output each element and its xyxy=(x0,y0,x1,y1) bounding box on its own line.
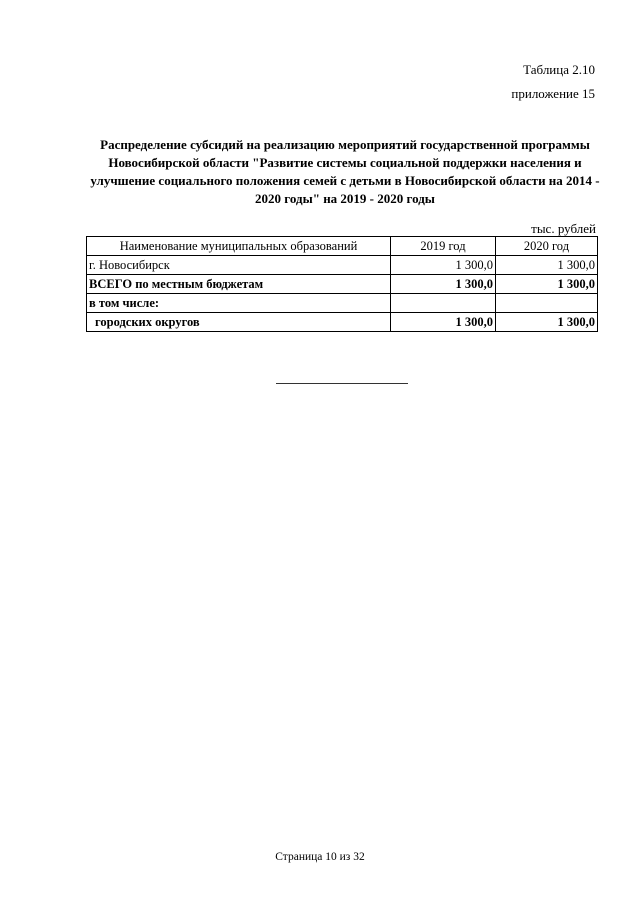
appendix-label: приложение 15 xyxy=(511,86,595,101)
row-name: ВСЕГО по местным бюджетам xyxy=(87,275,391,294)
row-name: в том числе: xyxy=(87,294,391,313)
row-value-2020: 1 300,0 xyxy=(495,256,597,275)
units-label: тыс. рублей xyxy=(531,221,596,236)
table-header-row xyxy=(87,237,598,256)
column-header-2020: 2020 год xyxy=(495,237,597,256)
row-value-2020: 1 300,0 xyxy=(495,275,597,294)
row-value-2019: 1 300,0 xyxy=(390,256,495,275)
table-row xyxy=(87,256,598,275)
row-name: г. Новосибирск xyxy=(87,256,391,275)
row-name: городских округов xyxy=(87,313,391,332)
subsidy-table xyxy=(86,236,598,332)
row-value-2019: 1 300,0 xyxy=(390,313,495,332)
column-header-name: Наименование муниципальных образований xyxy=(87,237,391,256)
section-divider xyxy=(276,383,408,384)
row-value-2020: 1 300,0 xyxy=(495,313,597,332)
table-row-total xyxy=(87,275,598,294)
table-number: Таблица 2.10 xyxy=(523,62,595,77)
row-value-2019: 1 300,0 xyxy=(390,275,495,294)
row-value-2020 xyxy=(495,294,597,313)
row-value-2019 xyxy=(390,294,495,313)
page-number: Страница 10 из 32 xyxy=(275,851,365,863)
document-title: Распределение субсидий на реализацию мероприятий государственной программы Новосибирской области "Развитие системы социальной поддержки населения и улучшение социального положения семей с детьми в Новосибирской области на 2014 - 2020 годы" на 2019 - 2020 годы xyxy=(90,137,600,206)
table-row-urban-districts xyxy=(87,313,598,332)
table-row-including xyxy=(87,294,598,313)
column-header-2019: 2019 год xyxy=(390,237,495,256)
